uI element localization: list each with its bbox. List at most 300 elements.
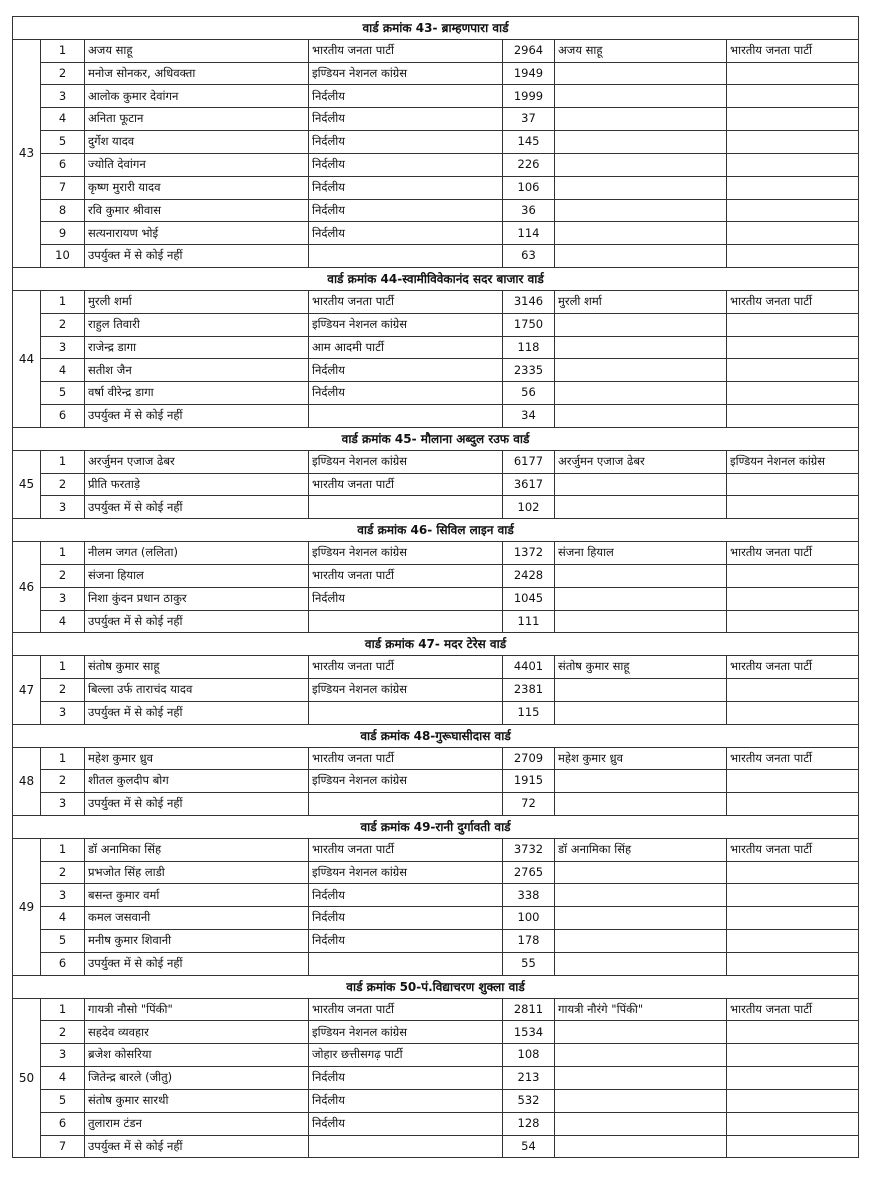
vote-count: 106 xyxy=(503,176,555,199)
candidate-name: राजेन्द्र डागा xyxy=(85,336,309,359)
winner-name: डॉ अनामिका सिंह xyxy=(555,838,727,861)
vote-count: 3146 xyxy=(503,290,555,313)
party-name: जोहार छत्तीसगढ़ पार्टी xyxy=(309,1044,503,1067)
candidate-name: संतोष कुमार सारथी xyxy=(85,1089,309,1112)
vote-count: 72 xyxy=(503,793,555,816)
party-name: भारतीय जनता पार्टी xyxy=(309,998,503,1021)
ward-title: वार्ड क्रमांक 46- सिविल लाइन वार्ड xyxy=(13,519,859,542)
ward-header-row xyxy=(13,17,859,40)
winner-party-empty xyxy=(727,1112,859,1135)
party-name: निर्दलीय xyxy=(309,1089,503,1112)
ward-header-row xyxy=(13,427,859,450)
party-name: भारतीय जनता पार्टी xyxy=(309,747,503,770)
winner-name-empty xyxy=(555,473,727,496)
ward-number: 49 xyxy=(13,838,41,975)
winner-party-empty xyxy=(727,359,859,382)
party-name: इण्डियन नेशनल कांग्रेस xyxy=(309,1021,503,1044)
vote-count: 532 xyxy=(503,1089,555,1112)
candidate-name: आलोक कुमार देवांगन xyxy=(85,85,309,108)
candidate-name: तुलाराम टंडन xyxy=(85,1112,309,1135)
candidate-name: कृष्ण मुरारी यादव xyxy=(85,176,309,199)
candidate-name: कमल जसवानी xyxy=(85,907,309,930)
table-row xyxy=(13,496,859,519)
table-row xyxy=(13,405,859,428)
winner-name-empty xyxy=(555,85,727,108)
winner-name-empty xyxy=(555,907,727,930)
serial-number: 4 xyxy=(41,108,85,131)
candidate-name: प्रभजोत सिंह लाडी xyxy=(85,861,309,884)
serial-number: 6 xyxy=(41,405,85,428)
winner-name-empty xyxy=(555,176,727,199)
winner-party-empty xyxy=(727,1044,859,1067)
table-row xyxy=(13,1044,859,1067)
table-row xyxy=(13,313,859,336)
candidate-name: सत्यनारायण भोई xyxy=(85,222,309,245)
candidate-name: मनोज सोनकर, अधिवक्ता xyxy=(85,62,309,85)
ward-header-row xyxy=(13,815,859,838)
candidate-name: शीतल कुलदीप बोग xyxy=(85,770,309,793)
winner-name-empty xyxy=(555,1067,727,1090)
winner-party-empty xyxy=(727,770,859,793)
winner-name-empty xyxy=(555,131,727,154)
winner-party: भारतीय जनता पार्टी xyxy=(727,656,859,679)
serial-number: 10 xyxy=(41,245,85,268)
party-name: भारतीय जनता पार्टी xyxy=(309,564,503,587)
vote-count: 145 xyxy=(503,131,555,154)
winner-party-empty xyxy=(727,1089,859,1112)
vote-count: 1949 xyxy=(503,62,555,85)
winner-name-empty xyxy=(555,359,727,382)
table-row xyxy=(13,1067,859,1090)
table-row xyxy=(13,108,859,131)
vote-count: 2964 xyxy=(503,39,555,62)
table-row xyxy=(13,1112,859,1135)
table-row xyxy=(13,1021,859,1044)
winner-name: अरर्जुमन एजाज ढेबर xyxy=(555,450,727,473)
winner-name-empty xyxy=(555,564,727,587)
serial-number: 5 xyxy=(41,930,85,953)
vote-count: 1999 xyxy=(503,85,555,108)
winner-name: अजय साहू xyxy=(555,39,727,62)
ward-number: 47 xyxy=(13,656,41,724)
vote-count: 2765 xyxy=(503,861,555,884)
table-row xyxy=(13,1089,859,1112)
winner-party-empty xyxy=(727,85,859,108)
winner-party: भारतीय जनता पार्टी xyxy=(727,542,859,565)
vote-count: 111 xyxy=(503,610,555,633)
table-row xyxy=(13,679,859,702)
party-name: भारतीय जनता पार्टी xyxy=(309,39,503,62)
winner-name-empty xyxy=(555,62,727,85)
candidate-name: संजना हियाल xyxy=(85,564,309,587)
vote-count: 2381 xyxy=(503,679,555,702)
serial-number: 4 xyxy=(41,359,85,382)
table-row xyxy=(13,907,859,930)
table-row xyxy=(13,336,859,359)
vote-count: 4401 xyxy=(503,656,555,679)
serial-number: 5 xyxy=(41,1089,85,1112)
serial-number: 6 xyxy=(41,952,85,975)
ward-number: 45 xyxy=(13,450,41,518)
vote-count: 226 xyxy=(503,153,555,176)
candidate-name: महेश कुमार ध्रुव xyxy=(85,747,309,770)
vote-count: 55 xyxy=(503,952,555,975)
table-row xyxy=(13,542,859,565)
vote-count: 1750 xyxy=(503,313,555,336)
table-row xyxy=(13,701,859,724)
winner-name-empty xyxy=(555,610,727,633)
candidate-name: उपर्युक्त में से कोई नहीं xyxy=(85,405,309,428)
winner-name-empty xyxy=(555,108,727,131)
winner-name: संतोष कुमार साहू xyxy=(555,656,727,679)
serial-number: 1 xyxy=(41,290,85,313)
ward-number: 50 xyxy=(13,998,41,1158)
ward-number: 48 xyxy=(13,747,41,815)
party-name: भारतीय जनता पार्टी xyxy=(309,290,503,313)
vote-count: 1045 xyxy=(503,587,555,610)
winner-name-empty xyxy=(555,1044,727,1067)
winner-name-empty xyxy=(555,382,727,405)
serial-number: 9 xyxy=(41,222,85,245)
candidate-name: रवि कुमार श्रीवास xyxy=(85,199,309,222)
winner-party-empty xyxy=(727,884,859,907)
party-name xyxy=(309,405,503,428)
table-row xyxy=(13,290,859,313)
winner-name-empty xyxy=(555,952,727,975)
candidate-name: दुर्गेश यादव xyxy=(85,131,309,154)
winner-name: गायत्री नौरंगे "पिंकी" xyxy=(555,998,727,1021)
candidate-name: राहुल तिवारी xyxy=(85,313,309,336)
vote-count: 178 xyxy=(503,930,555,953)
winner-name-empty xyxy=(555,930,727,953)
serial-number: 2 xyxy=(41,861,85,884)
winner-name-empty xyxy=(555,1089,727,1112)
serial-number: 1 xyxy=(41,838,85,861)
winner-party-empty xyxy=(727,245,859,268)
winner-party-empty xyxy=(727,131,859,154)
winner-party: भारतीय जनता पार्टी xyxy=(727,838,859,861)
party-name xyxy=(309,952,503,975)
candidate-name: बसन्त कुमार वर्मा xyxy=(85,884,309,907)
candidate-name: संतोष कुमार साहू xyxy=(85,656,309,679)
winner-name-empty xyxy=(555,884,727,907)
vote-count: 1915 xyxy=(503,770,555,793)
vote-count: 56 xyxy=(503,382,555,405)
party-name: इण्डियन नेशनल कांग्रेस xyxy=(309,313,503,336)
ward-title: वार्ड क्रमांक 44-स्वामीविवेकानंद सदर बाजार वार्ड xyxy=(13,268,859,291)
candidate-name: बिल्ला उर्फ ताराचंद यादव xyxy=(85,679,309,702)
winner-party-empty xyxy=(727,496,859,519)
party-name xyxy=(309,496,503,519)
winner-party-empty xyxy=(727,1021,859,1044)
candidate-name: उपर्युक्त में से कोई नहीं xyxy=(85,952,309,975)
table-row xyxy=(13,85,859,108)
serial-number: 1 xyxy=(41,998,85,1021)
winner-name-empty xyxy=(555,222,727,245)
party-name: इण्डियन नेशनल कांग्रेस xyxy=(309,861,503,884)
table-row xyxy=(13,153,859,176)
winner-name-empty xyxy=(555,245,727,268)
winner-name-empty xyxy=(555,861,727,884)
party-name: निर्दलीय xyxy=(309,359,503,382)
party-name: निर्दलीय xyxy=(309,108,503,131)
serial-number: 3 xyxy=(41,701,85,724)
serial-number: 3 xyxy=(41,336,85,359)
party-name: निर्दलीय xyxy=(309,1112,503,1135)
candidate-name: सतीश जैन xyxy=(85,359,309,382)
table-row xyxy=(13,359,859,382)
winner-party-empty xyxy=(727,793,859,816)
ward-title: वार्ड क्रमांक 50-पं.विद्याचरण शुक्ला वार्ड xyxy=(13,975,859,998)
party-name: इण्डियन नेशनल कांग्रेस xyxy=(309,542,503,565)
winner-name-empty xyxy=(555,313,727,336)
candidate-name: ज्योति देवांगन xyxy=(85,153,309,176)
candidate-name: उपर्युक्त में से कोई नहीं xyxy=(85,1135,309,1158)
table-row xyxy=(13,952,859,975)
serial-number: 3 xyxy=(41,587,85,610)
serial-number: 3 xyxy=(41,85,85,108)
table-row xyxy=(13,62,859,85)
table-row xyxy=(13,450,859,473)
serial-number: 2 xyxy=(41,564,85,587)
winner-party-empty xyxy=(727,108,859,131)
winner-name-empty xyxy=(555,701,727,724)
serial-number: 4 xyxy=(41,907,85,930)
ward-title: वार्ड क्रमांक 49-रानी दुर्गावती वार्ड xyxy=(13,815,859,838)
winner-party: भारतीय जनता पार्टी xyxy=(727,998,859,1021)
party-name: निर्दलीय xyxy=(309,587,503,610)
candidate-name: उपर्युक्त में से कोई नहीं xyxy=(85,496,309,519)
winner-party: इण्डियन नेशनल कांग्रेस xyxy=(727,450,859,473)
ward-title: वार्ड क्रमांक 47- मदर टेरेस वार्ड xyxy=(13,633,859,656)
table-row xyxy=(13,176,859,199)
winner-party-empty xyxy=(727,564,859,587)
party-name: इण्डियन नेशनल कांग्रेस xyxy=(309,679,503,702)
vote-count: 63 xyxy=(503,245,555,268)
party-name xyxy=(309,610,503,633)
candidate-name: वर्षा वीरेन्द्र डागा xyxy=(85,382,309,405)
winner-name-empty xyxy=(555,336,727,359)
party-name xyxy=(309,701,503,724)
winner-name-empty xyxy=(555,1021,727,1044)
party-name: निर्दलीय xyxy=(309,907,503,930)
table-row xyxy=(13,382,859,405)
candidate-name: प्रीति फरताड़े xyxy=(85,473,309,496)
winner-name-empty xyxy=(555,496,727,519)
vote-count: 115 xyxy=(503,701,555,724)
winner-name-empty xyxy=(555,199,727,222)
serial-number: 7 xyxy=(41,176,85,199)
winner-party-empty xyxy=(727,587,859,610)
table-row xyxy=(13,747,859,770)
table-row xyxy=(13,587,859,610)
ward-title: वार्ड क्रमांक 48-गुरूघासीदास वार्ड xyxy=(13,724,859,747)
winner-party: भारतीय जनता पार्टी xyxy=(727,290,859,313)
candidate-name: अनिता फूटान xyxy=(85,108,309,131)
ward-header-row xyxy=(13,724,859,747)
candidate-name: उपर्युक्त में से कोई नहीं xyxy=(85,245,309,268)
table-row xyxy=(13,930,859,953)
winner-party-empty xyxy=(727,176,859,199)
party-name: निर्दलीय xyxy=(309,85,503,108)
party-name: इण्डियन नेशनल कांग्रेस xyxy=(309,770,503,793)
vote-count: 108 xyxy=(503,1044,555,1067)
vote-count: 2811 xyxy=(503,998,555,1021)
table-row xyxy=(13,610,859,633)
ward-title: वार्ड क्रमांक 45- मौलाना अब्दुल रउफ वार्ड xyxy=(13,427,859,450)
serial-number: 2 xyxy=(41,770,85,793)
vote-count: 3617 xyxy=(503,473,555,496)
vote-count: 37 xyxy=(503,108,555,131)
winner-party-empty xyxy=(727,610,859,633)
serial-number: 8 xyxy=(41,199,85,222)
serial-number: 3 xyxy=(41,1044,85,1067)
winner-party-empty xyxy=(727,930,859,953)
party-name: भारतीय जनता पार्टी xyxy=(309,838,503,861)
party-name xyxy=(309,245,503,268)
winner-party-empty xyxy=(727,382,859,405)
candidate-name: उपर्युक्त में से कोई नहीं xyxy=(85,701,309,724)
party-name: आम आदमी पार्टी xyxy=(309,336,503,359)
table-row xyxy=(13,1135,859,1158)
winner-name: संजना हियाल xyxy=(555,542,727,565)
candidate-name: अजय साहू xyxy=(85,39,309,62)
candidate-name: उपर्युक्त में से कोई नहीं xyxy=(85,793,309,816)
party-name: निर्दलीय xyxy=(309,1067,503,1090)
vote-count: 3732 xyxy=(503,838,555,861)
ward-header-row xyxy=(13,268,859,291)
vote-count: 2428 xyxy=(503,564,555,587)
table-row xyxy=(13,884,859,907)
serial-number: 1 xyxy=(41,450,85,473)
winner-name-empty xyxy=(555,405,727,428)
serial-number: 3 xyxy=(41,793,85,816)
ward-number: 44 xyxy=(13,290,41,427)
results-table xyxy=(12,16,859,1158)
winner-name-empty xyxy=(555,587,727,610)
table-row xyxy=(13,222,859,245)
table-row xyxy=(13,131,859,154)
candidate-name: डॉ अनामिका सिंह xyxy=(85,838,309,861)
vote-count: 2335 xyxy=(503,359,555,382)
vote-count: 1534 xyxy=(503,1021,555,1044)
candidate-name: नीलम जगत (ललिता) xyxy=(85,542,309,565)
table-row xyxy=(13,793,859,816)
candidate-name: अरर्जुमन एजाज ढेबर xyxy=(85,450,309,473)
table-row xyxy=(13,564,859,587)
serial-number: 3 xyxy=(41,884,85,907)
winner-party-empty xyxy=(727,1135,859,1158)
serial-number: 6 xyxy=(41,1112,85,1135)
serial-number: 3 xyxy=(41,496,85,519)
candidate-name: मनीष कुमार शिवानी xyxy=(85,930,309,953)
winner-party-empty xyxy=(727,952,859,975)
party-name: निर्दलीय xyxy=(309,199,503,222)
table-row xyxy=(13,838,859,861)
ward-number: 43 xyxy=(13,39,41,267)
serial-number: 5 xyxy=(41,131,85,154)
vote-count: 1372 xyxy=(503,542,555,565)
serial-number: 7 xyxy=(41,1135,85,1158)
winner-party-empty xyxy=(727,199,859,222)
serial-number: 2 xyxy=(41,313,85,336)
vote-count: 118 xyxy=(503,336,555,359)
party-name: निर्दलीय xyxy=(309,222,503,245)
winner-name-empty xyxy=(555,770,727,793)
winner-name-empty xyxy=(555,679,727,702)
winner-party-empty xyxy=(727,679,859,702)
candidate-name: गायत्री नौसो "पिंकी" xyxy=(85,998,309,1021)
party-name: भारतीय जनता पार्टी xyxy=(309,656,503,679)
serial-number: 1 xyxy=(41,39,85,62)
party-name: निर्दलीय xyxy=(309,884,503,907)
table-row xyxy=(13,245,859,268)
vote-count: 54 xyxy=(503,1135,555,1158)
ward-header-row xyxy=(13,633,859,656)
table-row xyxy=(13,39,859,62)
ward-title: वार्ड क्रमांक 43- ब्राम्हणपारा वार्ड xyxy=(13,17,859,40)
winner-party: भारतीय जनता पार्टी xyxy=(727,39,859,62)
party-name: इण्डियन नेशनल कांग्रेस xyxy=(309,62,503,85)
winner-party-empty xyxy=(727,405,859,428)
winner-name-empty xyxy=(555,153,727,176)
serial-number: 2 xyxy=(41,62,85,85)
vote-count: 102 xyxy=(503,496,555,519)
winner-party-empty xyxy=(727,473,859,496)
candidate-name: निशा कुंदन प्रधान ठाकुर xyxy=(85,587,309,610)
party-name: निर्दलीय xyxy=(309,131,503,154)
serial-number: 2 xyxy=(41,1021,85,1044)
vote-count: 338 xyxy=(503,884,555,907)
winner-party-empty xyxy=(727,336,859,359)
table-row xyxy=(13,199,859,222)
serial-number: 1 xyxy=(41,542,85,565)
party-name: भारतीय जनता पार्टी xyxy=(309,473,503,496)
vote-count: 2709 xyxy=(503,747,555,770)
party-name: इण्डियन नेशनल कांग्रेस xyxy=(309,450,503,473)
vote-count: 213 xyxy=(503,1067,555,1090)
party-name: निर्दलीय xyxy=(309,153,503,176)
winner-party-empty xyxy=(727,1067,859,1090)
vote-count: 36 xyxy=(503,199,555,222)
winner-name: मुरली शर्मा xyxy=(555,290,727,313)
winner-name-empty xyxy=(555,793,727,816)
winner-party-empty xyxy=(727,907,859,930)
table-row xyxy=(13,656,859,679)
vote-count: 128 xyxy=(503,1112,555,1135)
table-row xyxy=(13,861,859,884)
winner-party-empty xyxy=(727,222,859,245)
winner-name: महेश कुमार ध्रुव xyxy=(555,747,727,770)
vote-count: 114 xyxy=(503,222,555,245)
serial-number: 4 xyxy=(41,1067,85,1090)
candidate-name: उपर्युक्त में से कोई नहीं xyxy=(85,610,309,633)
winner-party-empty xyxy=(727,153,859,176)
vote-count: 34 xyxy=(503,405,555,428)
vote-count: 100 xyxy=(503,907,555,930)
ward-header-row xyxy=(13,519,859,542)
ward-header-row xyxy=(13,975,859,998)
ward-number: 46 xyxy=(13,542,41,633)
serial-number: 2 xyxy=(41,679,85,702)
winner-name-empty xyxy=(555,1112,727,1135)
vote-count: 6177 xyxy=(503,450,555,473)
party-name: निर्दलीय xyxy=(309,930,503,953)
winner-party-empty xyxy=(727,62,859,85)
party-name xyxy=(309,1135,503,1158)
winner-party-empty xyxy=(727,701,859,724)
candidate-name: ब्रजेश कोसरिया xyxy=(85,1044,309,1067)
